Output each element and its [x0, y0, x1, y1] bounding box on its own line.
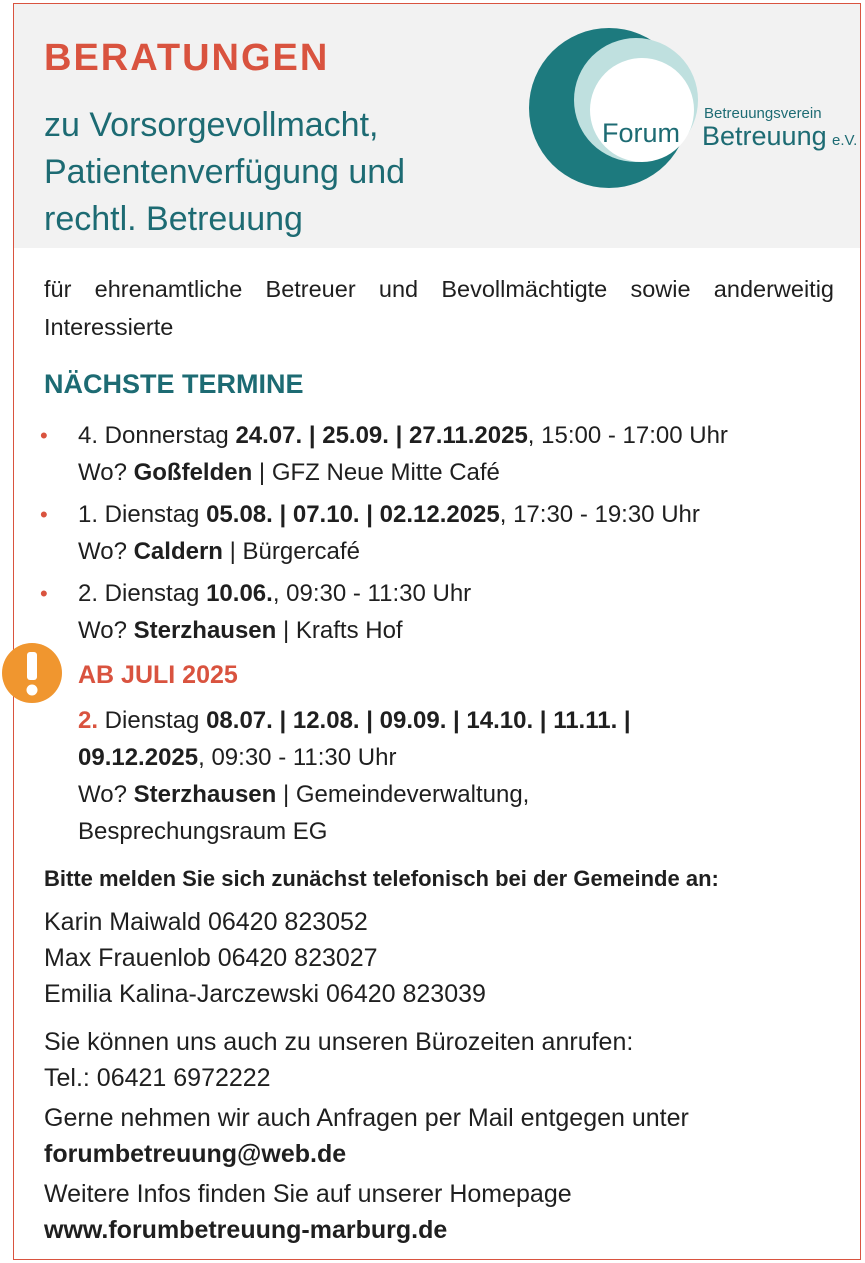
page-title: BERATUNGEN	[44, 37, 330, 79]
intro-text: für ehrenamtliche Betreuer und Bevollmächtigte sowie anderweitig Interessierte	[44, 276, 834, 340]
mail-block	[44, 1100, 689, 1172]
where-label: Wo?	[78, 617, 134, 644]
flyer-frame	[13, 3, 861, 1260]
appointment-time: , 15:00 - 17:00 Uhr	[527, 422, 728, 449]
header-band	[14, 4, 860, 248]
subtitle-line: Patientenverfügung und	[44, 153, 406, 191]
notice-venue-line2: Besprechungsraum EG	[78, 818, 328, 845]
notice-dates: 08.07. | 12.08. | 09.09. | 14.10. | 11.11. |	[206, 707, 631, 734]
bullet-icon: •	[40, 502, 48, 527]
appointment-time: , 17:30 - 19:30 Uhr	[499, 501, 700, 528]
appointment-place: Goßfelden	[133, 459, 253, 486]
where-label: Wo?	[78, 459, 134, 486]
notice-title: AB JULI 2025	[78, 661, 238, 689]
web-text: Weitere Infos finden Sie auf unserer Homepage	[44, 1180, 572, 1208]
appointment-item	[40, 575, 862, 649]
forum-betreuung-logo	[524, 24, 858, 194]
appointment-venue: | GFZ Neue Mitte Café	[252, 459, 500, 486]
appointment-day: 1. Dienstag	[78, 501, 207, 528]
subtitle-line: rechtl. Betreuung	[44, 200, 303, 238]
contact-person: Max Frauenlob 06420 823027	[44, 944, 378, 972]
bullet-icon: •	[40, 423, 48, 448]
notice-place: Sterzhausen	[133, 781, 277, 808]
appointment-venue: | Krafts Hof	[276, 617, 403, 644]
appointment-place: Sterzhausen	[133, 617, 277, 644]
office-text: Sie können uns auch zu unseren Bürozeiten anrufen:	[44, 1028, 634, 1056]
notice-time: , 09:30 - 11:30 Uhr	[198, 744, 397, 771]
appointment-venue: | Bürgercafé	[222, 538, 360, 565]
mail-text: Gerne nehmen wir auch Anfragen per Mail entgegen unter	[44, 1104, 689, 1132]
notice-day: Dienstag	[98, 707, 207, 734]
where-label: Wo?	[78, 538, 134, 565]
appointment-day: 4. Donnerstag	[78, 422, 236, 449]
contact-person: Emilia Kalina-Jarczewski 06420 823039	[44, 980, 486, 1008]
appointment-dates: 10.06.	[206, 580, 273, 607]
appointment-item	[40, 417, 862, 491]
appointment-place: Caldern	[133, 538, 223, 565]
notice-dates-end: 09.12.2025	[78, 744, 199, 771]
contact-person: Karin Maiwald 06420 823052	[44, 908, 368, 936]
email-address: forumbetreuung@web.de	[44, 1140, 347, 1168]
subtitle-line: zu Vorsorgevollmacht,	[44, 106, 379, 144]
appointment-dates: 05.08. | 07.10. | 02.12.2025	[206, 501, 500, 528]
section-title: NÄCHSTE TERMINE	[44, 369, 304, 399]
page-subtitle	[44, 102, 514, 243]
notice-number: 2.	[78, 707, 99, 734]
contact-list	[44, 904, 486, 1012]
logo-top-text: Betreuungsverein	[704, 105, 822, 122]
web-block	[44, 1176, 572, 1248]
contact-heading: Bitte melden Sie sich zunächst telefonisch bei der Gemeinde an:	[44, 866, 719, 891]
website-address: www.forumbetreuung-marburg.de	[44, 1216, 448, 1244]
office-phone: Tel.: 06421 6972222	[44, 1064, 271, 1092]
logo-forum-text: Forum	[602, 118, 681, 148]
where-label: Wo?	[78, 781, 134, 808]
appointment-time: , 09:30 - 11:30 Uhr	[272, 580, 472, 607]
appointment-dates: 24.07. | 25.09. | 27.11.2025	[235, 422, 528, 449]
bullet-icon: •	[40, 581, 48, 606]
appointment-day: 2. Dienstag	[78, 580, 207, 607]
notice-body	[78, 702, 848, 850]
logo-suffix-text: e.V.	[832, 132, 858, 149]
appointment-list	[40, 417, 862, 654]
exclamation-icon	[1, 642, 63, 704]
office-hours-block	[44, 1024, 633, 1096]
appointment-item	[40, 496, 862, 570]
notice-venue: | Gemeindeverwaltung,	[276, 781, 530, 808]
logo-betreuung-text: Betreuung	[702, 121, 827, 151]
